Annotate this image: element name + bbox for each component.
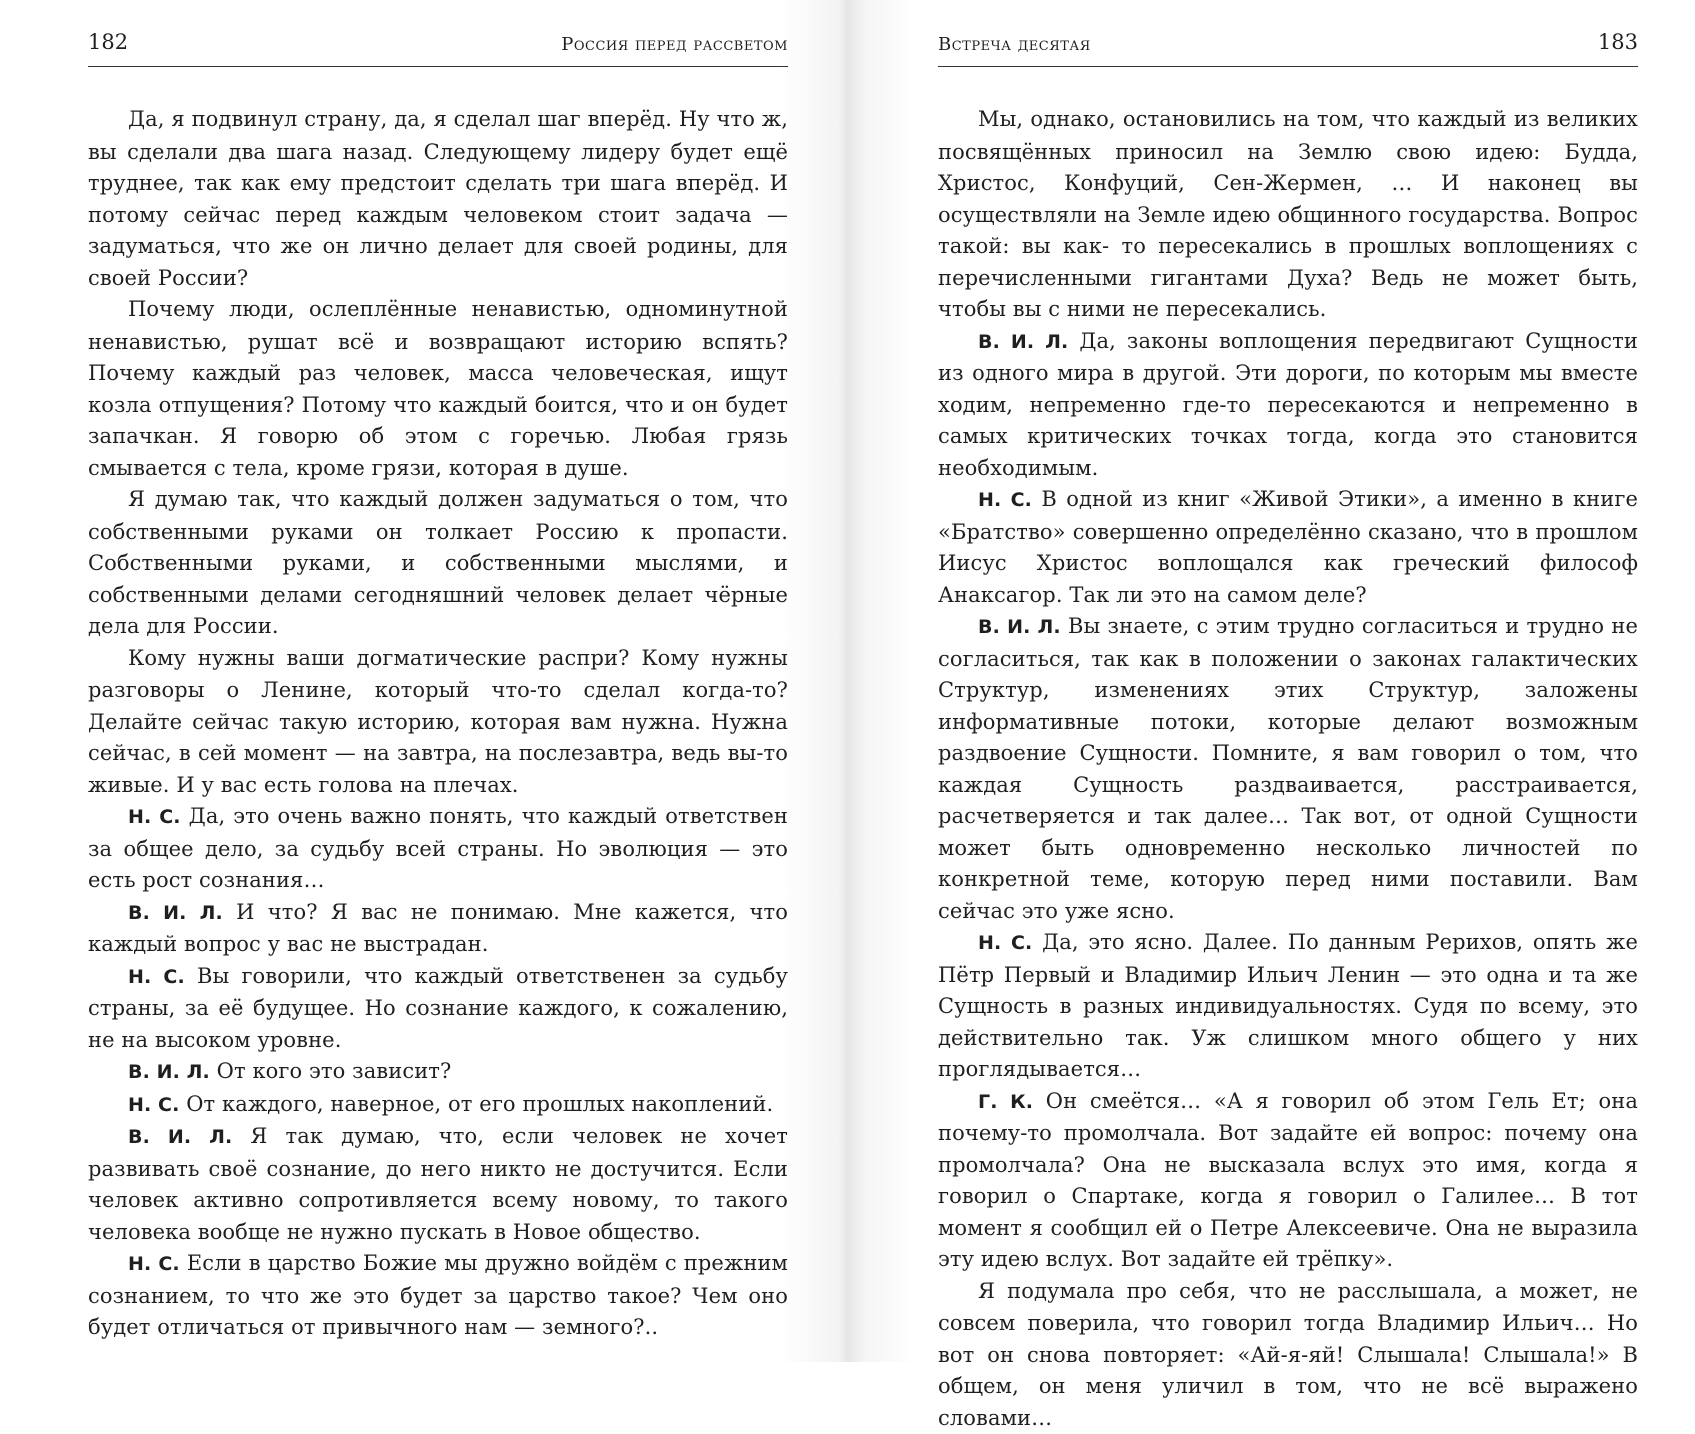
speaker-label: В. И. Л. [978,331,1068,353]
page-number-left: 182 [88,30,128,54]
running-title-right: Встреча десятая [938,34,1091,55]
speaker-label: Н. С. [128,1253,180,1275]
dialogue-paragraph: Н. С. В одной из книг «Живой Этики», а именно в книге «Братство» совершенно определённо сказано, что в прошлом Иисус Христос воплощался как греческий философ Анаксагор. Так ли это на самом деле? [938,484,1638,611]
page-number-right: 183 [1598,30,1638,54]
paragraph: Я думаю так, что каждый должен задуматься о том, что собственными руками он толкает Россию к пропасти. Собственными руками, и собственными мыслями, и собственными делами сегодняшний человек делает чёрные дела для России. [88,484,788,643]
dialogue-paragraph: В. И. Л. И что? Я вас не понимаю. Мне кажется, что каждый вопрос у вас не выстрадан. [88,897,788,961]
dialogue-paragraph: Н. С. Да, это ясно. Далее. По данным Рерихов, опять же Пётр Первый и Владимир Ильич Ленин — это одна и та же Сущность в разных индивидуальностях. Судя по всему, это действительно так. Уж слишком много общего у них проглядывается… [938,927,1638,1086]
paragraph: Кому нужны ваши догматические распри? Кому нужны разговоры о Ленине, который что-то сделал когда-то? Делайте сейчас такую историю, которая вам нужна. Нужна сейчас, в сей момент — на завтра, на послезавтра, ведь вы-то живые. И у вас есть голова на плечах. [88,643,788,802]
dialogue-paragraph: В. И. Л. От кого это зависит? [88,1056,788,1089]
speaker-label: Н. С. [128,806,181,828]
speaker-label: Н. С. [978,489,1032,511]
speaker-label: Г. К. [978,1091,1033,1113]
running-title-left: Россия перед рассветом [561,34,788,55]
dialogue-paragraph: Н. С. От каждого, наверное, от его прошлых накоплений. [88,1089,788,1122]
right-page [938,0,1638,1362]
left-page-body [88,104,788,1344]
paragraph: Да, я подвинул страну, да, я сделал шаг вперёд. Ну что ж, вы сделали два шага назад. Следующему лидеру будет ещё труднее, так как ему предстоит сделать три шага вперёд. И потому сейчас перед каждым человеком стоит задача — задуматься, что же он лично делает для своей родины, для своей России? [88,104,788,294]
paragraph: Мы, однако, остановились на том, что каждый из великих посвящённых приносил на Землю свою идею: Будда, Христос, Конфуций, Сен-Жермен, … И наконец вы осуществляли на Земле идею общинного государства. Вопрос такой: вы как- то пересекались в прошлых воплощениях с перечисленными гигантами Духа? Ведь не может быть, чтобы вы с ними не пересекались. [938,104,1638,326]
dialogue-paragraph: В. И. Л. Вы знаете, с этим трудно согласиться и трудно не согласиться, так как в положении о законах галактических Структур, изменениях этих Структур, заложены информативные потоки, которые делают возможным раздвоение Сущности. Помните, я вам говорил о том, что каждая Сущность раздваивается, расстраивается, расчетверяется и так далее… Так вот, от одной Сущности может быть одновременно несколько личностей по конкретной теме, которую перед ними поставили. Вам сейчас это уже ясно. [938,611,1638,927]
right-page-body [938,104,1638,1434]
speaker-label: В. И. Л. [128,1126,232,1148]
dialogue-paragraph: В. И. Л. Я так думаю, что, если человек не хочет развивать своё сознание, до него никто не достучится. Если человек активно сопротивляется всему новому, то такого человека вообще не нужно пускать в Новое общество. [88,1121,788,1248]
speaker-label: В. И. Л. [978,616,1061,638]
running-head-left [88,26,788,67]
speaker-label: Н. С. [128,966,185,988]
paragraph: Я подумала про себя, что не расслышала, а может, не совсем поверила, что говорил тогда Владимир Ильич… Но вот он снова повторяет: «Ай-я-яй! Слышала! Слышала!» В общем, он меня уличил в том, что не всё выражено словами… [938,1276,1638,1434]
dialogue-paragraph: В. И. Л. Да, законы воплощения передвигают Сущности из одного мира в другой. Эти дороги, по которым мы вместе ходим, непременно где-то пересекаются и непременно в самых критических точках тогда, когда это становится необходимым. [938,326,1638,485]
speaker-label: Н. С. [978,932,1032,954]
paragraph: Почему люди, ослеплённые ненавистью, одноминутной ненавистью, рушат всё и возвращают историю вспять? Почему каждый раз человек, масса человеческая, ищут козла отпущения? Потому что каждый боится, что и он будет запачкан. Я говорю об этом с горечью. Любая грязь смывается с тела, кроме грязи, которая в душе. [88,294,788,484]
speaker-label: Н. С. [128,1094,179,1116]
dialogue-paragraph: Н. С. Если в царство Божие мы дружно войдём с прежним сознанием, то что же это будет за царство такое? Чем оно будет отличаться от привычного нам — земного?.. [88,1248,788,1344]
speaker-label: В. И. Л. [128,902,223,924]
dialogue-paragraph: Г. К. Он смеётся… «А я говорил об этом Гель Ет; она почему-то промолчала. Вот задайте ей вопрос: почему она промолчала? Она не высказала вслух это имя, когда я говорил о Спартаке, когда я говорил о Галилее… В тот момент я сообщил ей о Петре Алексеевиче. Она не выразила эту идею вслух. Вот задайте ей трёпку». [938,1086,1638,1276]
dialogue-paragraph: Н. С. Вы говорили, что каждый ответственен за судьбу страны, за её будущее. Но сознание каждого, к сожалению, не на высоком уровне. [88,961,788,1057]
running-head-right [938,26,1638,67]
dialogue-paragraph: Н. С. Да, это очень важно понять, что каждый ответствен за общее дело, за судьбу всей страны. Но эволюция — это есть рост сознания… [88,801,788,897]
speaker-label: В. И. Л. [128,1061,210,1083]
left-page [88,0,788,1362]
